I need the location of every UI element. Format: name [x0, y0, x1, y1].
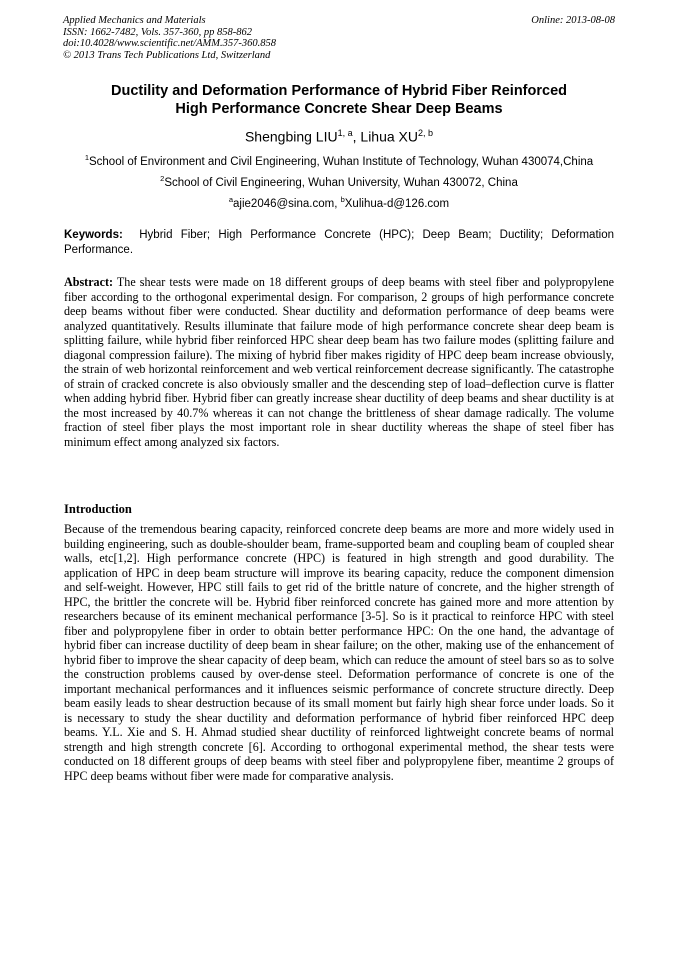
author-2: Lihua XU — [360, 128, 418, 145]
author-1-sup: 1, a — [337, 128, 353, 138]
email-b-sup: b — [340, 195, 345, 204]
author-2-sup: 2, b — [418, 128, 434, 138]
title-line-2: High Performance Concrete Shear Deep Beams — [175, 101, 503, 117]
paper-title — [40, 82, 638, 118]
affiliation-2-text: School of Civil Engineering, Wuhan University, Wuhan 430072, China — [164, 176, 518, 189]
online-date: Online: 2013-08-08 — [531, 15, 615, 26]
abstract-text: The shear tests were made on 18 different groups of deep beams with steel fiber and polypropylene fiber according to the orthogonal experimental design. For comparison, 2 groups of high performance concrete deep beams without fiber were conducted. Shear ductility and deformation performance of deep beams were analyzed quantitatively. Results illuminate that failure mode of high performance concrete shear deep beam is splitting failure, while hybrid fiber reinforced HPC shear deep beam has two failure modes (splitting failure and diagonal compression failure). The mixing of hybrid fiber makes rigidity of HPC deep beam increase obviously, the strain of web horizontal reinforcement and web vertical reinforcement decrease significantly. The catastrophe of strain of cracked concrete is also obviously smaller and the descending step of load–deflection curve is flatter when adding hybrid fiber. Hybrid fiber can greatly increase shear ductility of deep beams and shear ductility is at the most increased by 40.7% whereas it can not change the brittleness of shear damage radically. The volume fraction of steel fiber plays the most important role in shear ductility whereas the shape of steel fiber has minimum effect among analyzed six factors. — [64, 275, 614, 449]
copyright-line: © 2013 Trans Tech Publications Ltd, Switzerland — [63, 49, 271, 61]
introduction-heading: Introduction — [64, 502, 132, 516]
email-a-sup: a — [228, 195, 234, 204]
email-a: ajie2046@sina.com, — [233, 197, 341, 210]
affiliation-2-sup: 2 — [160, 174, 165, 183]
keywords-text: Hybrid Fiber; High Performance Concrete (HPC); Deep Beam; Ductility; Deformation Performance. — [64, 229, 614, 256]
issn-line: ISSN: 1662-7482, Vols. 357-360, pp 858-862 — [63, 26, 252, 38]
abstract-block — [64, 275, 614, 449]
journal-header — [63, 15, 615, 61]
doi-line: doi:10.4028/www.scientific.net/AMM.357-360.858 — [63, 38, 276, 49]
author-separator: , — [352, 128, 361, 145]
email-b: Xulihua-d@126.com — [344, 197, 450, 210]
keywords-label: Keywords: — [64, 229, 123, 241]
author-line — [40, 124, 638, 146]
title-line-1: Ductility and Deformation Performance of Hybrid Fiber Reinforced — [110, 83, 567, 99]
introduction-text: Because of the tremendous bearing capacity, reinforced concrete deep beams are more and more widely used in building engineering, such as double-shoulder beam, frame-supported beam and coupling beam of coupled shear walls, etc[1,2]. High performance concrete (HPC) is featured in high strength and good durability. The application of HPC in deep beam structure will improve its bearing capacity, reduce the component dimension and self-weight. However, HPC still fails to get rid of the brittle nature of concrete, and the higher strength of HPC, the brittler the concrete will be. Hybrid fiber reinforced concrete has gained more and more attention by researchers because of its eminent mechanical performance [3-5]. So is it practical to reinforce HPC with steel fiber and polypropylene fiber in order to obtain better performance HPC: On the one hand, the advantage of hybrid fiber can increase ductility of deep beam in shear failure; on the other, making use of the enhancement of hybrid fiber to improve the shear capacity of deep beam, which can reduce the amount of steel bars so as to solve the construction problems caused by over-dense steel. Deformation performance of concrete is one of the important mechanical performances and it influences seismic performance of concrete structure directly. Deep beam easily leads to shear destruction because of its small moment but fairly high shear force under loads. So it is necessary to study the shear ductility and deformation performance of hybrid fiber reinforced HPC deep beams. Y.L. Xie and S. H. Ahmad studied shear ductility of reinforced lightweight concrete beams of normal strength and high strength concrete [6]. According to orthogonal experimental method, the shear tests were conducted on 18 different groups of deep beams with steel fiber and polypropylene fiber, meantime 2 groups of HPC deep beams without fiber were made for comparative analysis. — [64, 522, 614, 783]
email-line — [30, 193, 648, 211]
journal-name: Applied Mechanics and Materials — [63, 15, 206, 26]
affiliation-2 — [30, 172, 648, 190]
abstract-label: Abstract: — [64, 275, 114, 289]
author-1: Shengbing LIU — [244, 128, 338, 145]
keywords-block — [64, 228, 614, 257]
affiliation-1-text: School of Environment and Civil Engineering, Wuhan Institute of Technology, Wuhan 430074,China — [88, 155, 594, 168]
affiliation-1 — [30, 151, 648, 169]
affiliation-1-sup: 1 — [84, 153, 89, 162]
